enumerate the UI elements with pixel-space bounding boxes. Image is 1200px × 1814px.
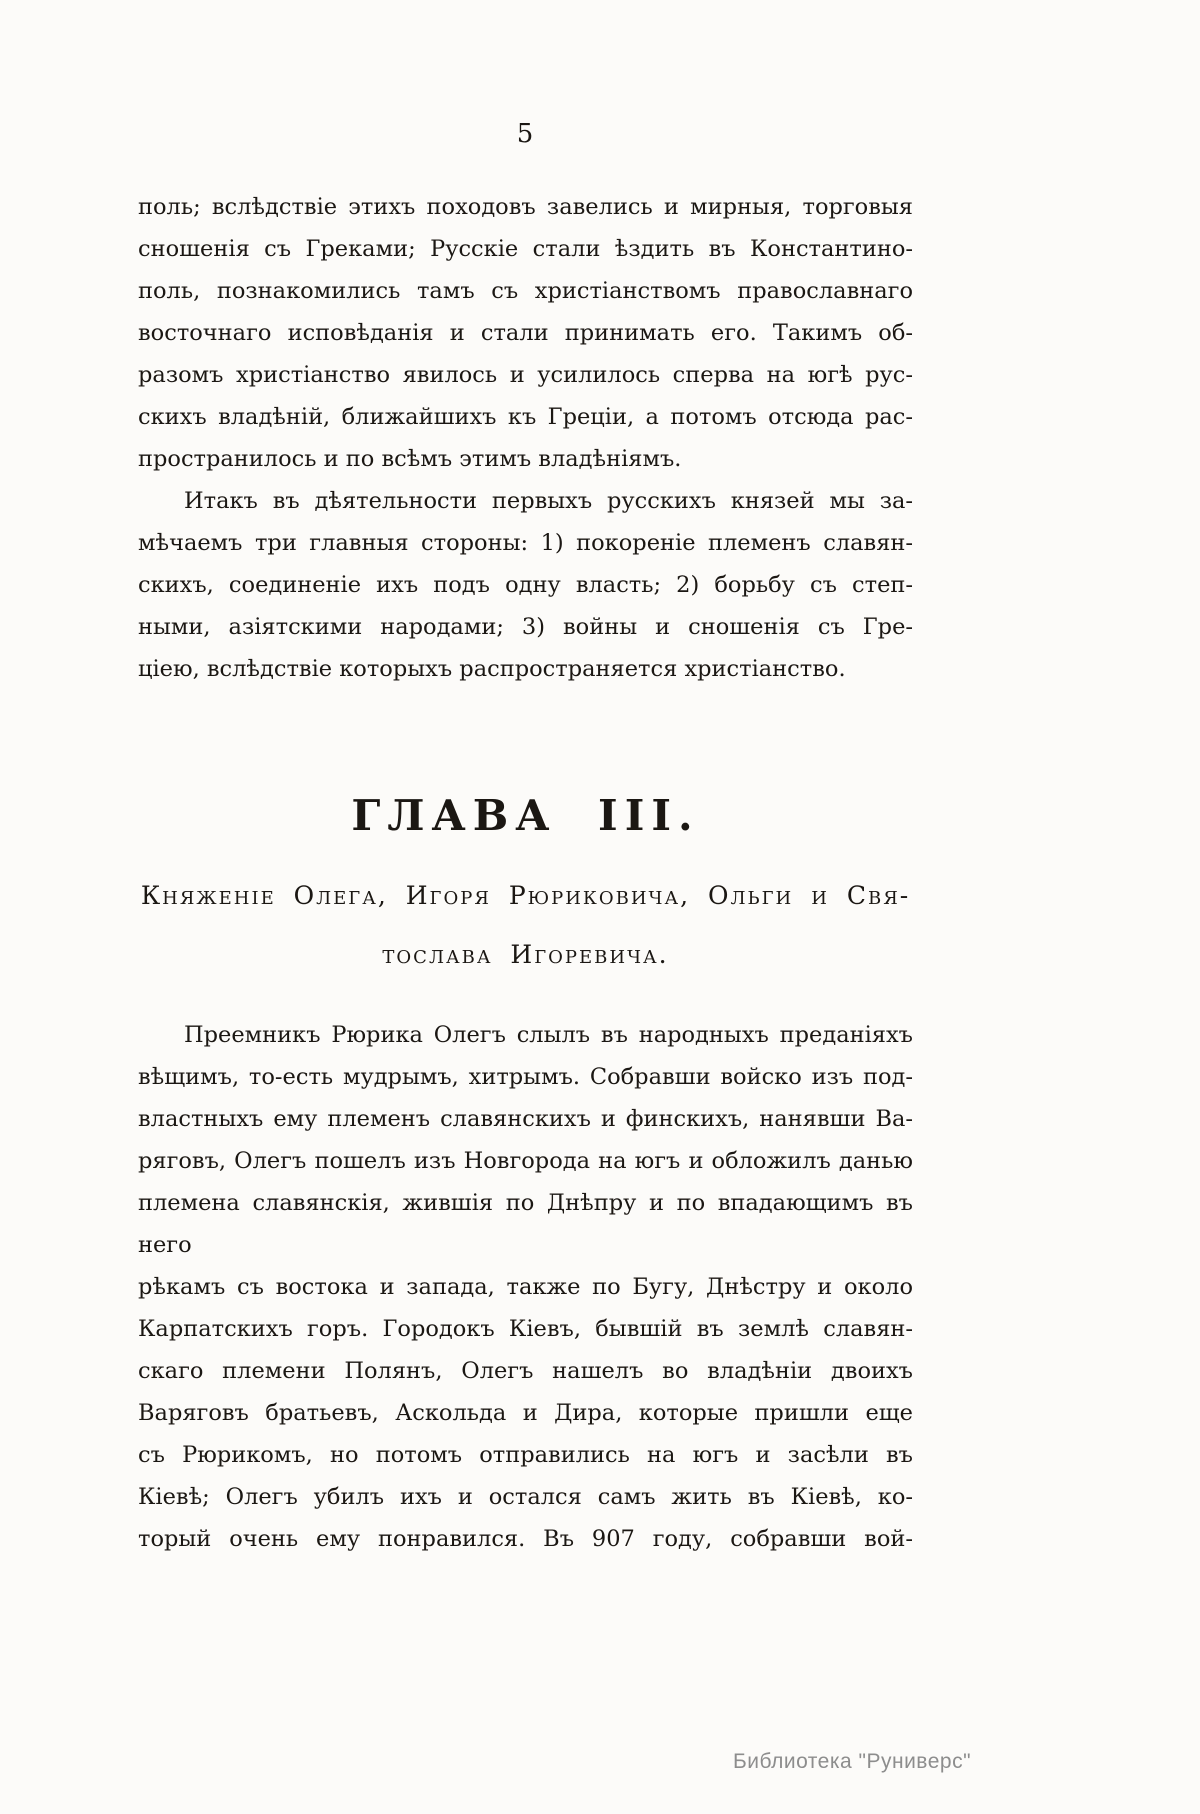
chapter-subtitle: [138, 866, 913, 984]
summary-paragraph: [138, 480, 913, 690]
text-line: поль, познакомились тамъ съ христіанствомъ православнаго: [138, 278, 913, 304]
text-line: Преемникъ Рюрика Олегъ слылъ въ народныхъ преданіяхъ: [184, 1022, 913, 1048]
text-line: скихъ владѣній, ближайшихъ къ Греціи, а потомъ отсюда рас-: [138, 404, 913, 430]
text-line: сношенія съ Греками; Русскіе стали ѣздить въ Константино-: [138, 236, 913, 262]
text-line: Итакъ въ дѣятельности первыхъ русскихъ князей мы за-: [184, 488, 913, 514]
subtitle-line: тослава Игоревича.: [382, 940, 669, 969]
text-line: вѣщимъ, то-есть мудрымъ, хитрымъ. Собравши войско изъ под-: [138, 1064, 913, 1090]
text-line: скихъ, соединеніе ихъ подъ одну власть; 2) борьбу съ степ-: [138, 572, 913, 598]
text-line: мѣчаемъ три главныя стороны: 1) покореніе племенъ славян-: [138, 530, 913, 556]
page-number: 5: [516, 119, 535, 149]
text-block: [138, 118, 913, 1560]
body-paragraph: [138, 1014, 913, 1560]
text-line: Кіевѣ; Олегъ убилъ ихъ и остался самъ жить въ Кіевѣ, ко-: [138, 1484, 913, 1510]
text-line: восточнаго исповѣданія и стали принимать его. Такимъ об-: [138, 320, 913, 346]
text-line: скаго племени Полянъ, Олегъ нашелъ во владѣніи двоихъ: [138, 1358, 913, 1384]
text-line: торый очень ему понравился. Въ 907 году, собравши вой-: [138, 1526, 913, 1552]
subtitle-line: Княженіе Олега, Игоря Рюриковича, Ольги и Свя-: [140, 881, 911, 910]
text-line: ряговъ, Олегъ пошелъ изъ Новгорода на югъ и обложилъ данью: [138, 1148, 913, 1174]
text-line: съ Рюрикомъ, но потомъ отправились на югъ и засѣли въ: [138, 1442, 913, 1468]
text-line: властныхъ ему племенъ славянскихъ и финскихъ, нанявши Ва-: [138, 1106, 913, 1132]
text-line: рѣкамъ съ востока и запада, также по Бугу, Днѣстру и около: [138, 1274, 913, 1300]
text-line: ными, азіятскими народами; 3) войны и сношенія съ Гре-: [138, 614, 913, 640]
text-line: племена славянскія, жившія по Днѣпру и по впадающимъ въ него: [138, 1190, 913, 1258]
text-line: разомъ христіанство явилось и усилилось сперва на югѣ рус-: [138, 362, 913, 388]
library-watermark: Библиотека "Руниверс": [733, 1750, 972, 1773]
intro-paragraph: [138, 186, 913, 480]
text-line: пространилось и по всѣмъ этимъ владѣніямъ.: [138, 446, 682, 472]
text-line: ціею, вслѣдствіе которыхъ распространяется христіанство.: [138, 656, 846, 682]
text-line: поль; вслѣдствіе этихъ походовъ завелись и мирныя, торговыя: [138, 194, 913, 220]
text-line: Карпатскихъ горъ. Городокъ Кіевъ, бывшій въ землѣ славян-: [138, 1316, 913, 1342]
chapter-heading: ГЛАВА III.: [351, 791, 700, 840]
text-line: Варяговъ братьевъ, Аскольда и Дира, которые пришли еще: [138, 1400, 913, 1426]
